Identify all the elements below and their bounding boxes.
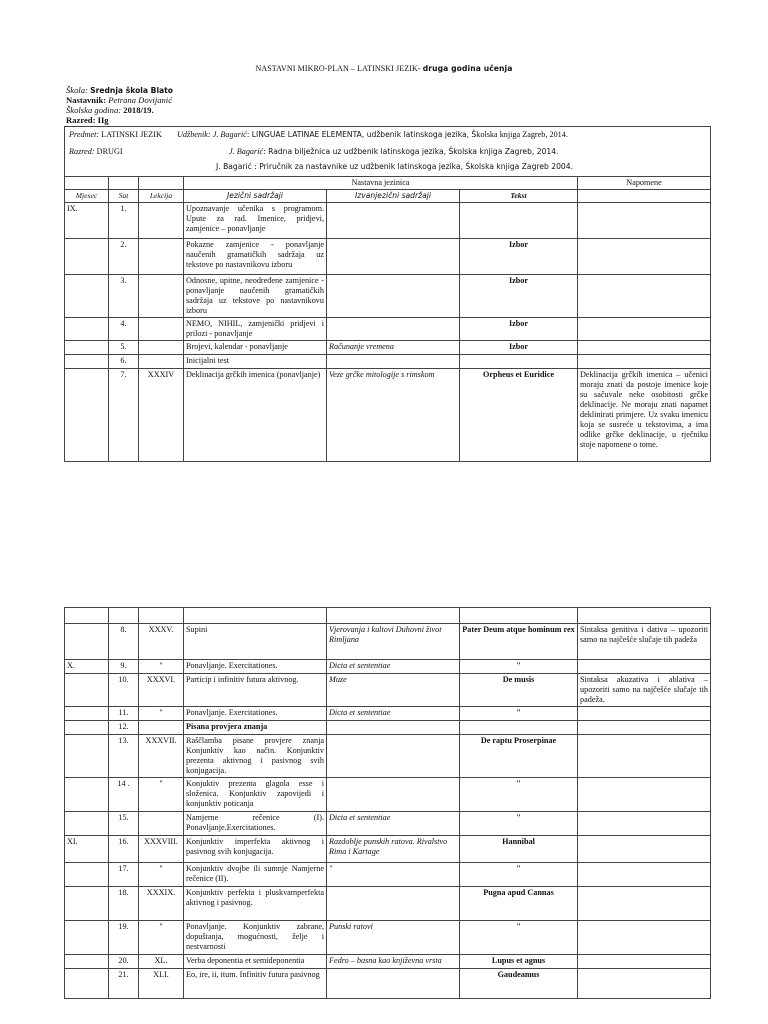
title-suffix: druga godina učenja (422, 64, 513, 73)
cell-month: XI. (65, 836, 109, 863)
cell-hour: 18. (109, 887, 139, 921)
cell-text (460, 355, 578, 369)
cell-lesson (139, 355, 184, 369)
cell-hour: 4. (109, 318, 139, 341)
cell-notes (578, 341, 711, 355)
cell-month (65, 624, 109, 660)
cell-lesson: " (139, 778, 184, 812)
col-napomene: Napomene (578, 177, 711, 190)
cell-notes (578, 275, 711, 318)
cell-extra-content (327, 355, 460, 369)
cell-lesson (139, 203, 184, 239)
cell-extra-content (327, 275, 460, 318)
cell-notes (578, 955, 711, 969)
cell-notes: Deklinacija grčkih imenica – učenici moraju znati da postoje imenice koje su sačuvale neke osobitosti grčke deklinacije. Ne moraju znati napamet deklinirati primjere. Uz svaku imenicu koja se susreće u tekstovima, a ima odlike grčke deklinacije, u rječniku stoje napomene o tome. (578, 369, 711, 462)
cell-month (65, 318, 109, 341)
cell-extra-content (327, 969, 460, 999)
cell-notes (578, 778, 711, 812)
table-row (65, 341, 711, 355)
table-row (65, 955, 711, 969)
blank-header-row (65, 608, 711, 624)
cell-language-content: Ponavljanje. Exercitationes. (184, 660, 327, 674)
cell-text: " (460, 778, 578, 812)
cell-month (65, 887, 109, 921)
cell-language-content: Ponavljanje. Konjunktiv zabrane, dopuštanja, mogućnosti, želje i nestvarnosti (184, 921, 327, 955)
cell-notes (578, 969, 711, 999)
cell-hour: 6. (109, 355, 139, 369)
cell-hour: 13. (109, 735, 139, 778)
cell-notes (578, 355, 711, 369)
cell-hour: 21. (109, 969, 139, 999)
cell-hour: 3. (109, 275, 139, 318)
cell-extra-content: " (327, 863, 460, 887)
cell-language-content: Supini (184, 624, 327, 660)
cell-lesson (139, 812, 184, 836)
col-tekst: Tekst (460, 190, 578, 203)
cell-language-content: Upoznavanje učenika s programom. Upute za rad. Imenice, pridjevi, zamjenice – ponavljanje (184, 203, 327, 239)
info-block (65, 127, 711, 177)
cell-language-content: Konjuktiv prezenta glagola esse i složenica. Konjunktiv zapovijedi i konjunktiv poticanja (184, 778, 327, 812)
cell-language-content: NEMO, NIHIL, zamjenički pridjevi i prilozi - ponavljanje (184, 318, 327, 341)
cell-month (65, 721, 109, 735)
cell-lesson: " (139, 660, 184, 674)
cell-language-content: Konjunktiv dvojbe ili sumnje Namjerne rečenice (II). (184, 863, 327, 887)
cell-extra-content: Dicta et sententiae (327, 812, 460, 836)
cell-notes (578, 887, 711, 921)
cell-lesson: XXXVII. (139, 735, 184, 778)
col-jezicni: Jezični sadržaji (184, 190, 327, 203)
table-row (65, 275, 711, 318)
cell-language-content: Eo, ire, ii, itum. Infinitiv futura pasivnog (184, 969, 327, 999)
cell-hour: 15. (109, 812, 139, 836)
cell-text: Orpheus et Euridice (460, 369, 578, 462)
cell-lesson: " (139, 707, 184, 721)
cell-language-content: Deklinacija grčkih imenica (ponavljanje) (184, 369, 327, 462)
cell-notes (578, 660, 711, 674)
cell-month (65, 674, 109, 707)
cell-hour: 1. (109, 203, 139, 239)
plan-table-2 (64, 607, 711, 999)
cell-month (65, 369, 109, 462)
cell-text: Pater Deum atque hominum rex (460, 624, 578, 660)
header-class: Razred: IIg (66, 115, 109, 125)
cell-hour: 17. (109, 863, 139, 887)
cell-extra-content: Muze (327, 674, 460, 707)
cell-lesson: " (139, 921, 184, 955)
cell-language-content: Odnosne, upitne, neodređene zamjenice - ponavljanje naučenih gramatičkih sadržaja uz tekstove po nastavnikovu izboru (184, 275, 327, 318)
cell-text: " (460, 921, 578, 955)
cell-month (65, 341, 109, 355)
info-razred: Razred: DRUGI (69, 147, 123, 156)
cell-language-content: Verba deponentia et semideponentia (184, 955, 327, 969)
cell-text: De raptu Proserpinae (460, 735, 578, 778)
cell-language-content: Namjerne rečenice (I). Ponavljanje.Exercitationes. (184, 812, 327, 836)
table-row (65, 812, 711, 836)
cell-lesson: " (139, 863, 184, 887)
table-row (65, 369, 711, 462)
table-row (65, 721, 711, 735)
cell-extra-content (327, 778, 460, 812)
header-row-columns (65, 190, 711, 203)
cell-month (65, 921, 109, 955)
table-row (65, 836, 711, 863)
cell-notes (578, 812, 711, 836)
header-row-group (65, 177, 711, 190)
cell-notes (578, 735, 711, 778)
col-izvanjezicni: Izvanjezični sadržaji (327, 190, 460, 203)
cell-hour: 11. (109, 707, 139, 721)
cell-month (65, 863, 109, 887)
cell-month (65, 778, 109, 812)
cell-month (65, 239, 109, 275)
table-row (65, 239, 711, 275)
table-row (65, 969, 711, 999)
table-row (65, 203, 711, 239)
table-row (65, 863, 711, 887)
cell-lesson: XL. (139, 955, 184, 969)
cell-month (65, 955, 109, 969)
cell-lesson: XXXV. (139, 624, 184, 660)
col-mjesec: Mjesec (65, 190, 109, 203)
cell-language-content: Ponavljanje. Exercitationes. (184, 707, 327, 721)
cell-text: Izbor (460, 318, 578, 341)
table-row (65, 921, 711, 955)
cell-notes (578, 239, 711, 275)
cell-text: Hannibal (460, 836, 578, 863)
cell-month (65, 969, 109, 999)
cell-language-content: Pokazne zamjenice - ponavljanje naučenih gramatičkih sadržaja uz tekstove po nastavnikovu izboru (184, 239, 327, 275)
cell-text (460, 721, 578, 735)
table-row (65, 707, 711, 721)
cell-lesson: XLI. (139, 969, 184, 999)
cell-hour: 20. (109, 955, 139, 969)
cell-month: X. (65, 660, 109, 674)
cell-text: " (460, 707, 578, 721)
table-row (65, 778, 711, 812)
cell-extra-content: Punski ratovi (327, 921, 460, 955)
cell-hour: 16. (109, 836, 139, 863)
cell-hour: 12. (109, 721, 139, 735)
cell-lesson: XXXVI. (139, 674, 184, 707)
header-teacher: Nastavnik: Petrana Dovijanić (66, 95, 173, 105)
document-title (0, 64, 768, 73)
cell-hour: 10. (109, 674, 139, 707)
cell-extra-content (327, 721, 460, 735)
cell-notes (578, 921, 711, 955)
cell-language-content: Raščlamba pisane provjere znanja Konjunktiv kao način. Konjunktiv prezenta aktivnog i pasivnog svih konjugacija. (184, 735, 327, 778)
cell-text: Pugna apud Cannas (460, 887, 578, 921)
cell-lesson (139, 721, 184, 735)
cell-hour: 7. (109, 369, 139, 462)
cell-notes (578, 707, 711, 721)
cell-language-content: Pisana provjera znanja (184, 721, 327, 735)
cell-lesson: XXXIV (139, 369, 184, 462)
cell-language-content: Brojevi, kalendar - ponavljanje (184, 341, 327, 355)
table-row (65, 318, 711, 341)
cell-extra-content (327, 203, 460, 239)
cell-month (65, 812, 109, 836)
cell-extra-content (327, 318, 460, 341)
cell-month (65, 355, 109, 369)
cell-hour: 14 . (109, 778, 139, 812)
cell-text: De musis (460, 674, 578, 707)
cell-notes: Sintaksa akuzativa i ablativa – upozoriti samo na najčešće slučaje tih padeža. (578, 674, 711, 707)
cell-notes: Sintaksa genitiva i dativa – upozoriti samo na najčešće slučaje tih padeža (578, 624, 711, 660)
cell-notes (578, 203, 711, 239)
cell-text: " (460, 660, 578, 674)
cell-text: " (460, 863, 578, 887)
cell-text: " (460, 812, 578, 836)
cell-hour: 2. (109, 239, 139, 275)
cell-language-content: Inicijalni test (184, 355, 327, 369)
cell-text (460, 203, 578, 239)
cell-lesson: XXXIX. (139, 887, 184, 921)
cell-language-content: Particip i infinitiv futura aktivnog. (184, 674, 327, 707)
col-lekcija: Lekcija (139, 190, 184, 203)
cell-extra-content: Vjerovanja i kultovi Duhovni život Rimljana (327, 624, 460, 660)
cell-lesson (139, 318, 184, 341)
cell-notes (578, 863, 711, 887)
cell-month (65, 735, 109, 778)
cell-extra-content: Veze grčke mitologije s rimskom (327, 369, 460, 462)
cell-extra-content: Fedro – basna kao književna vrsta (327, 955, 460, 969)
cell-lesson: XXXVIII. (139, 836, 184, 863)
info-udzbenik-3: J. Bagarić : Priručnik za nastavnike uz udžbenik latinskoga jezika, Školska knjiga Zagreb 2004. (216, 162, 573, 171)
cell-extra-content (327, 735, 460, 778)
info-udzbenik-1: Udžbenik: J. Bagarić: LINGUAE LATINAE ELEMENTA, udžbenik latinskoga jezika, Školska knjiga Zagreb, 2014. (177, 130, 568, 139)
cell-lesson (139, 341, 184, 355)
cell-text: Izbor (460, 275, 578, 318)
cell-hour: 8. (109, 624, 139, 660)
col-nastavna-jezinica: Nastavna jezinica (184, 177, 578, 190)
cell-text: Lupus et agnus (460, 955, 578, 969)
cell-month (65, 275, 109, 318)
title-main: NASTAVNI MIKRO-PLAN – LATINSKI JEZIK- (255, 64, 423, 73)
cell-notes (578, 836, 711, 863)
cell-extra-content: Računanje vremena (327, 341, 460, 355)
cell-notes (578, 318, 711, 341)
cell-hour: 5. (109, 341, 139, 355)
cell-extra-content (327, 239, 460, 275)
info-predmet: Predmet: LATINSKI JEZIK (69, 130, 162, 139)
table-row (65, 355, 711, 369)
cell-notes (578, 721, 711, 735)
table-row (65, 887, 711, 921)
cell-lesson (139, 275, 184, 318)
cell-language-content: Konjunktiv perfekta i pluskvamperfekta aktivnog i pasivnog. (184, 887, 327, 921)
cell-month (65, 707, 109, 721)
header-school: Škola: Srednja škola Blato (66, 85, 174, 95)
cell-extra-content: Dicta et sententiae (327, 707, 460, 721)
cell-lesson (139, 239, 184, 275)
table-row (65, 674, 711, 707)
table-row (65, 660, 711, 674)
cell-extra-content: Razdoblje punskih ratova. Rivalstvo Rima i Kartage (327, 836, 460, 863)
cell-text: Gaudeamus (460, 969, 578, 999)
table-row (65, 624, 711, 660)
cell-hour: 9. (109, 660, 139, 674)
col-sat: Sat (109, 190, 139, 203)
cell-hour: 19. (109, 921, 139, 955)
cell-month: IX. (65, 203, 109, 239)
cell-extra-content (327, 887, 460, 921)
cell-extra-content: Dicta et sententiae (327, 660, 460, 674)
cell-language-content: Konjunktiv imperfekta aktivnog i pasivnog svih konjugacija. (184, 836, 327, 863)
info-udzbenik-2: J. Bagarić: Radna bilježnica uz udžbenik latinskoga jezika, Školska knjiga Zagreb, 2014. (229, 147, 559, 156)
header-school-year: Školska godina: 2018/19. (66, 105, 154, 115)
plan-table-1 (64, 126, 711, 462)
table-row (65, 735, 711, 778)
cell-text: Izbor (460, 239, 578, 275)
cell-text: Izbor (460, 341, 578, 355)
